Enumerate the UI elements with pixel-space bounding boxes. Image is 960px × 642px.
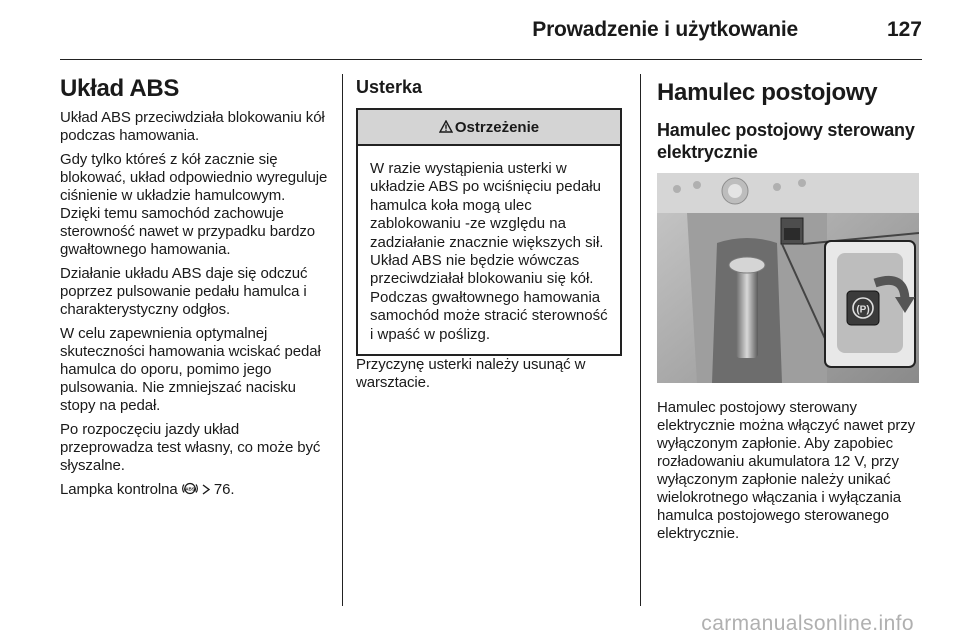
- header-divider: [60, 59, 922, 60]
- parking-brake-text: Hamulec postojowy sterowany elektrycznie można włączyć nawet przy wyłączonym zapłonie. Aby zapobiec rozładowaniu akumulatora 12 V, przy wyłączonym zapłonie należy unikać wielokrotnego włączania i wyłączania hamulca postojowego sterowanego elektrycznie.: [657, 399, 916, 542]
- running-header: Prowadzenie i użytkowanie: [532, 18, 798, 41]
- column-divider-1: [342, 74, 343, 606]
- abs-paragraph-2: Gdy tylko któreś z kół zacznie się blokować, układ odpowiednio wyreguluje ciśnienie w układzie hamulcowym. Dzięki temu samochód zachowuje sterowność nawet w przypadku bardzo gwałtownego hamowania.: [60, 151, 328, 258]
- abs-section: [60, 75, 328, 505]
- abs-paragraph-3: Działanie układu ABS daje się odczuć poprzez pulsowanie pedału hamulca i charakterystyczny odgłos.: [60, 265, 308, 318]
- abs-heading: Układ ABS: [60, 75, 180, 102]
- fault-heading: Usterka: [356, 77, 423, 97]
- warning-box: [356, 108, 622, 356]
- parking-brake-photo: [657, 173, 919, 383]
- fault-section: [356, 75, 626, 398]
- warning-triangle-icon: [439, 119, 453, 136]
- abs-paragraph-5: Po rozpoczęciu jazdy układ przeprowadza test własny, co może być słyszalne.: [60, 421, 321, 474]
- parking-brake-heading: Hamulec postojowy: [657, 79, 878, 106]
- warning-text: W razie wystąpienia usterki w układzie ABS po wciśnięciu pedału hamulca koła mogą ulec zablokowaniu -ze względu na zadziałanie znacznie większych sił. Układ ABS nie będzie wówczas przeciwdziałał blokowaniu się kół. Podczas gwałtownego hamowania samochód może stracić sterowność i wpaść w poślizg.: [370, 160, 608, 343]
- abs-indicator-line: [60, 481, 328, 499]
- parking-brake-section: [657, 75, 921, 549]
- abs-paragraph-1: Układ ABS przeciwdziała blokowaniu kół podczas hamowania.: [60, 109, 325, 144]
- page-number: 127: [886, 18, 922, 41]
- abs-symbol-text: (ABS): [183, 486, 196, 492]
- abs-paragraph-4: W celu zapewnienia optymalnej skuteczności hamowania wciskać pedał hamulca do oporu, pomimo jego pulsowania. Nie zmniejszać nacisku stopy na pedał.: [60, 325, 321, 414]
- fault-after-text: Przyczynę usterki należy usunąć w warsztacie.: [356, 356, 586, 392]
- column-divider-2: [640, 74, 641, 606]
- warning-header: [358, 110, 620, 146]
- warning-title: Ostrzeżenie: [454, 118, 540, 136]
- page-reference-arrow-icon: [202, 481, 214, 498]
- footer-watermark: carmanualsonline.info: [701, 612, 914, 635]
- indicator-prefix: Lampka kontrolna: [60, 481, 178, 498]
- parking-button-symbol: (P): [856, 304, 870, 316]
- page-reference[interactable]: 76.: [213, 481, 235, 498]
- parking-brake-subheading: Hamulec postojowy sterowany elektrycznie: [657, 120, 915, 162]
- abs-warning-light-icon: [182, 481, 198, 499]
